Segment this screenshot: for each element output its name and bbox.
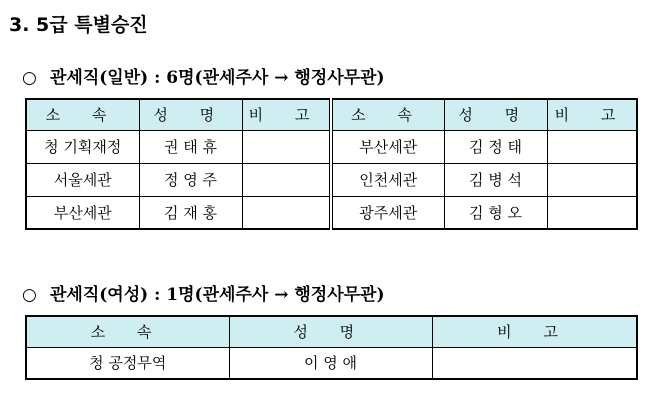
header-affiliation: 소 속 [26,99,139,130]
header-remarks: 비 고 [547,99,637,130]
cell-name: 김 재 홍 [139,196,242,229]
bullet-icon: ○ [22,285,37,305]
page-heading: 3. 5급 특별승진 [9,14,148,36]
section2-title [22,280,385,305]
cell-affiliation: 청 공정무역 [26,347,229,379]
section1-table [25,98,638,230]
table-header-row [26,316,637,347]
table-row [26,163,637,196]
section1-title [22,63,385,88]
cell-affiliation: 인천세관 [331,163,444,196]
cell-remarks [547,163,637,196]
cell-remarks [242,163,331,196]
cell-name: 권 태 휴 [139,130,242,163]
header-remarks: 비 고 [242,99,331,130]
cell-name: 김 정 태 [444,130,547,163]
table-row [26,347,637,379]
cell-name: 정 영 주 [139,163,242,196]
cell-name: 김 병 석 [444,163,547,196]
header-affiliation: 소 속 [26,316,229,347]
cell-remarks [242,130,331,163]
header-name: 성 명 [444,99,547,130]
cell-name: 이 영 애 [229,347,432,379]
section2-table [25,315,638,380]
cell-affiliation: 청 기획재정 [26,130,139,163]
cell-name: 김 형 오 [444,196,547,229]
table-row [26,196,637,229]
header-affiliation: 소 속 [331,99,444,130]
section2-title-text: 관세직(여성) : 1명(관세주사 → 행정사무관) [50,285,385,305]
table-header-row [26,99,637,130]
header-name: 성 명 [229,316,432,347]
header-name: 성 명 [139,99,242,130]
cell-affiliation: 부산세관 [26,196,139,229]
cell-affiliation: 광주세관 [331,196,444,229]
section1-title-text: 관세직(일반) : 6명(관세주사 → 행정사무관) [50,68,385,88]
cell-remarks [242,196,331,229]
cell-affiliation: 서울세관 [26,163,139,196]
cell-remarks [547,130,637,163]
cell-affiliation: 부산세관 [331,130,444,163]
cell-remarks [547,196,637,229]
table-row [26,130,637,163]
bullet-icon: ○ [22,68,37,88]
cell-remarks [432,347,637,379]
header-remarks: 비 고 [432,316,637,347]
